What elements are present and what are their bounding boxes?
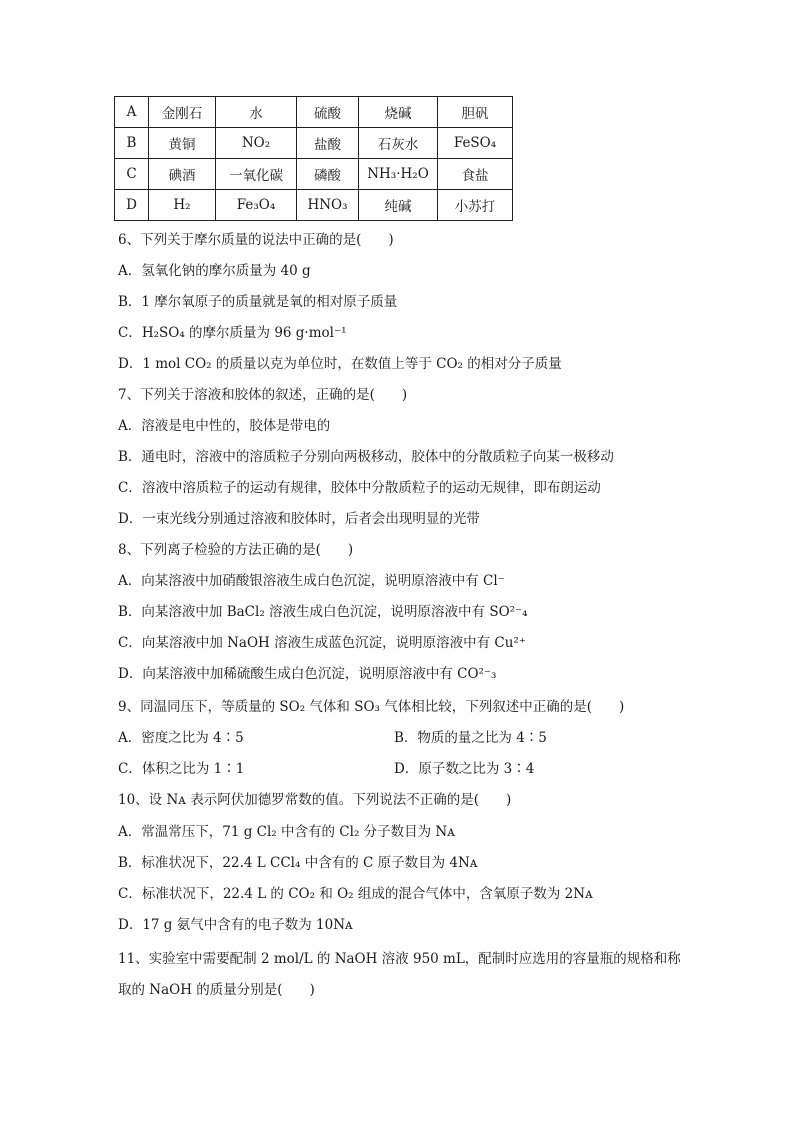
- table-cell: FeSO₄: [438, 128, 513, 159]
- q7-stem: 7、下列关于溶液和胶体的叙述，正确的是( ): [118, 387, 408, 403]
- table-cell: 食盐: [438, 159, 513, 190]
- table-cell: 小苏打: [438, 190, 513, 221]
- q8-option-a: A．向某溶液中加硝酸银溶液生成白色沉淀，说明原溶液中有 Cl⁻: [118, 573, 505, 589]
- table-row: [115, 97, 513, 128]
- q8-stem: 8、下列离子检验的方法正确的是( ): [118, 542, 354, 558]
- q8-option-d: D．向某溶液中加稀硫酸生成白色沉淀，说明原溶液中有 CO²⁻₃: [118, 666, 497, 682]
- table-row: [115, 190, 513, 221]
- option-label-cell: D: [115, 190, 149, 221]
- q10-option-a: A．常温常压下，71 g Cl₂ 中含有的 Cl₂ 分子数目为 Nᴀ: [118, 824, 455, 840]
- table-cell: 磷酸: [297, 159, 359, 190]
- table-cell: 烧碱: [359, 97, 438, 128]
- option-label-cell: B: [115, 128, 149, 159]
- q9-option-b: B．物质的量之比为 4∶5: [394, 730, 547, 746]
- option-label-cell: C: [115, 159, 149, 190]
- table-cell: 金刚石: [149, 97, 216, 128]
- table-cell: 硫酸: [297, 97, 359, 128]
- substance-classification-table: [114, 96, 513, 221]
- table-cell: 胆矾: [438, 97, 513, 128]
- q9-option-d: D．原子数之比为 3∶4: [394, 761, 535, 777]
- table-cell: 纯碱: [359, 190, 438, 221]
- q6-option-d: D．1 mol CO₂ 的质量以克为单位时，在数值上等于 CO₂ 的相对分子质量: [118, 356, 562, 372]
- table-cell: 一氧化碳: [216, 159, 297, 190]
- q11-stem-line2: 取的 NaOH 的质量分别是( ): [118, 982, 315, 998]
- table-cell: NH₃·H₂O: [359, 159, 438, 190]
- q10-stem: 10、设 Nᴀ 表示阿伏加德罗常数的值。下列说法不正确的是( ): [118, 792, 512, 808]
- q7-option-c: C．溶液中溶质粒子的运动有规律，胶体中分散质粒子的运动无规律，即布朗运动: [118, 480, 601, 496]
- option-label-cell: A: [115, 97, 149, 128]
- q7-option-a: A．溶液是电中性的，胶体是带电的: [118, 418, 331, 434]
- table-cell: 碘酒: [149, 159, 216, 190]
- table-cell: Fe₃O₄: [216, 190, 297, 221]
- table-cell: NO₂: [216, 128, 297, 159]
- q9-option-a: A．密度之比为 4∶5: [118, 730, 244, 746]
- q6-stem: 6、下列关于摩尔质量的说法中正确的是( ): [118, 232, 394, 248]
- q6-option-c: C．H₂SO₄ 的摩尔质量为 96 g·mol⁻¹: [118, 325, 347, 341]
- q10-option-b: B．标准状况下，22.4 L CCl₄ 中含有的 C 原子数目为 4Nᴀ: [118, 855, 478, 871]
- q10-option-d: D．17 g 氨气中含有的电子数为 10Nᴀ: [118, 917, 353, 933]
- q7-option-b: B．通电时，溶液中的溶质粒子分别向两极移动，胶体中的分散质粒子向某一极移动: [118, 449, 614, 465]
- q9-option-c: C．体积之比为 1∶1: [118, 761, 245, 777]
- table-cell: H₂: [149, 190, 216, 221]
- q6-option-b: B．1 摩尔氧原子的质量就是氧的相对原子质量: [118, 294, 398, 310]
- table-row: [115, 159, 513, 190]
- table-cell: 盐酸: [297, 128, 359, 159]
- q9-stem: 9、同温同压下，等质量的 SO₂ 气体和 SO₃ 气体相比较，下列叙述中正确的是( ): [118, 699, 625, 715]
- table-cell: 石灰水: [359, 128, 438, 159]
- q6-option-a: A．氢氧化钠的摩尔质量为 40 g: [118, 263, 311, 279]
- q8-option-c: C．向某溶液中加 NaOH 溶液生成蓝色沉淀，说明原溶液中有 Cu²⁺: [118, 635, 526, 651]
- q7-option-d: D．一束光线分别通过溶液和胶体时，后者会出现明显的光带: [118, 511, 480, 527]
- table-cell: 水: [216, 97, 297, 128]
- q11-stem-line1: 11、实验室中需要配制 2 mol/L 的 NaOH 溶液 950 mL，配制时应选用的容量瓶的规格和称: [118, 951, 681, 967]
- table-cell: HNO₃: [297, 190, 359, 221]
- table-cell: 黄铜: [149, 128, 216, 159]
- q10-option-c: C．标准状况下，22.4 L 的 CO₂ 和 O₂ 组成的混合气体中，含氧原子数为 2Nᴀ: [118, 886, 593, 902]
- q8-option-b: B．向某溶液中加 BaCl₂ 溶液生成白色沉淀，说明原溶液中有 SO²⁻₄: [118, 604, 528, 620]
- table-row: [115, 128, 513, 159]
